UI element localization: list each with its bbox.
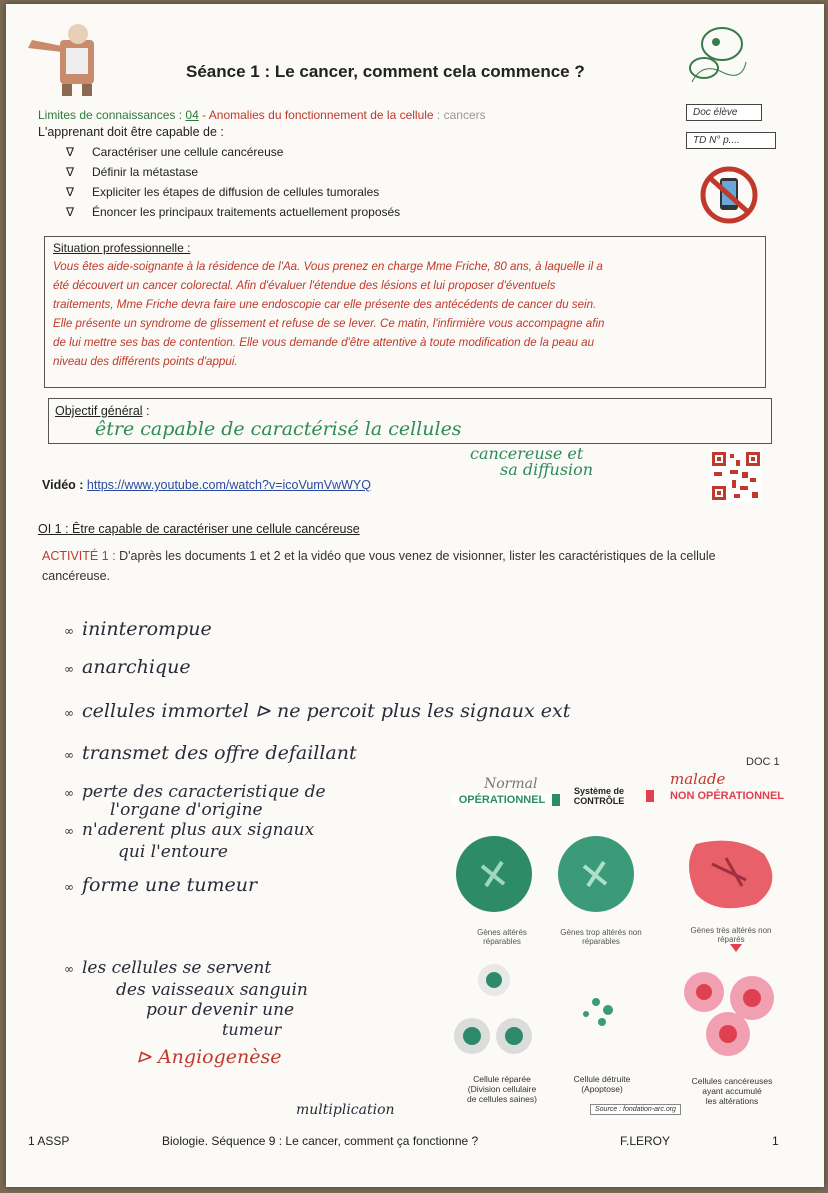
video-link[interactable]: https://www.youtube.com/watch?v=icoVumVwWYQ xyxy=(86,478,371,492)
non-operational-header: NON OPÉRATIONNEL xyxy=(646,790,800,802)
oi1-heading: OI 1 : Être capable de caractériser une cellule cancéreuse xyxy=(38,522,360,536)
limits-cancers: : cancers xyxy=(433,108,486,122)
angiogenese-note: ⊳ Angiogenèse xyxy=(136,1046,282,1068)
td-number-box: TD N° p.... xyxy=(686,132,776,149)
objective-item: ∇ Expliciter les étapes de diffusion de cellules tumorales xyxy=(66,185,380,199)
objectif-handwriting-1: être capable de caractérisé la cellules xyxy=(95,418,462,440)
answer-item: ∞ les cellules se servent xyxy=(64,958,272,978)
video-line xyxy=(42,478,371,492)
operational-header: OPÉRATIONNEL xyxy=(452,794,560,806)
answer-item: ∞ forme une tumeur xyxy=(64,874,258,896)
activity-text: D'après les documents 1 et 2 et la vidéo que vous venez de visionner, lister les caractéristiques de la cellule cancéreuse. xyxy=(42,549,716,583)
footer-author: F.LEROY xyxy=(620,1134,671,1148)
objective-item: ∇ Définir la métastase xyxy=(66,165,199,179)
video-label: Vidéo : xyxy=(42,478,87,492)
answer-continuation: l'organe d'origine xyxy=(110,800,263,820)
answer-item: ∞ ininterompue xyxy=(64,618,212,640)
malade-note: malade xyxy=(670,770,726,788)
result-repaired: Cellule réparée (Division cellulaire de cellules saines) xyxy=(467,1074,537,1104)
result-cancerous: Cellules cancéreuses ayant accumulé les altérations xyxy=(691,1076,773,1106)
objectif-title: Objectif général xyxy=(55,404,143,418)
limits-label: Limites de connaissances : xyxy=(38,108,183,122)
result-destroyed: Cellule détruite (Apoptose) xyxy=(573,1074,631,1094)
caption-not-repaired: Gènes très altérés non réparés xyxy=(690,926,772,944)
page-title: Séance 1 : Le cancer, comment cela commence ? xyxy=(186,62,585,81)
activity-label: ACTIVITÉ 1 : xyxy=(42,549,116,563)
objective-item: ∇ Caractériser une cellule cancéreuse xyxy=(66,145,284,159)
doc1-label: DOC 1 xyxy=(746,756,780,768)
multiplication-note: multiplication xyxy=(296,1102,395,1118)
qr-code-icon[interactable] xyxy=(710,450,762,502)
normal-note: Normal xyxy=(484,776,538,792)
school-mascot-icon xyxy=(22,18,112,98)
objectif-box: Objectif général : être capable de caractérisé la cellules xyxy=(48,398,772,444)
situation-title: Situation professionnelle : xyxy=(53,241,191,255)
no-phone-icon xyxy=(700,166,758,224)
worksheet-page xyxy=(6,4,824,1187)
answer-continuation: qui l'entoure xyxy=(118,842,228,862)
answer-item: ∞ transmet des offre defaillant xyxy=(64,742,357,764)
limits-text: - Anomalies du fonctionnement de la cellule xyxy=(198,108,434,122)
objectif-handwriting-3: sa diffusion xyxy=(500,460,594,479)
activity-1 xyxy=(42,546,772,586)
answer-item: ∞ cellules immortel ⊳ ne percoit plus les signaux ext xyxy=(64,700,571,722)
answer-continuation: pour devenir une xyxy=(146,1000,295,1020)
answer-continuation: des vaisseaux sanguin xyxy=(116,980,308,1000)
cell-drawing-icon xyxy=(682,22,752,86)
control-header: Système de CONTRÔLE xyxy=(573,786,625,806)
answer-item: ∞ anarchique xyxy=(64,656,191,678)
limits-line xyxy=(38,108,486,122)
situation-text: Vous êtes aide-soignante à la résidence de l'Aa. Vous prenez en charge Mme Friche, 80 ans, à laquelle il a été découvert un cancer colorectal. Afin d'évaluer l'étendue des lésions et lui proposer d'éventuels traitements, Mme Friche devra faire une endoscopie car elle présente des antécédents de cancer du sein. Elle présente un syndrome de glissement et refuse de se lever. Ce matin, l'infirmière vous accompagne afin de lui mettre ses bas de contention. Elle vous demande d'être attentive à toute modification de la peau au niveau des différents points d'appui. xyxy=(53,260,605,368)
apprenant-label: L'apprenant doit être capable de : xyxy=(38,125,224,139)
source-label: Source : fondation-arc.org xyxy=(590,1104,681,1115)
footer-page-number: 1 xyxy=(772,1134,779,1148)
limits-code: 04 xyxy=(185,108,199,122)
objectif-handwriting-2: cancereuse et xyxy=(470,444,584,463)
situation-box xyxy=(44,236,766,388)
objectives-list xyxy=(66,142,400,222)
cell-diagram xyxy=(446,824,796,1114)
answer-item: ∞ n'aderent plus aux signaux xyxy=(64,820,315,840)
footer-title: Biologie. Séquence 9 : Le cancer, comment ça fonctionne ? xyxy=(162,1134,479,1148)
caption-not-repairable: Gènes trop altérés non réparables xyxy=(560,928,642,946)
footer-class: 1 ASSP xyxy=(28,1134,70,1148)
answer-continuation: tumeur xyxy=(222,1020,282,1039)
answer-item: ∞ perte des caracteristique de xyxy=(64,782,326,802)
caption-repairable: Gènes altérés réparables xyxy=(477,928,527,946)
doc-eleve-box: Doc élève xyxy=(686,104,762,121)
objective-item: ∇ Énoncer les principaux traitements actuellement proposés xyxy=(66,205,401,219)
